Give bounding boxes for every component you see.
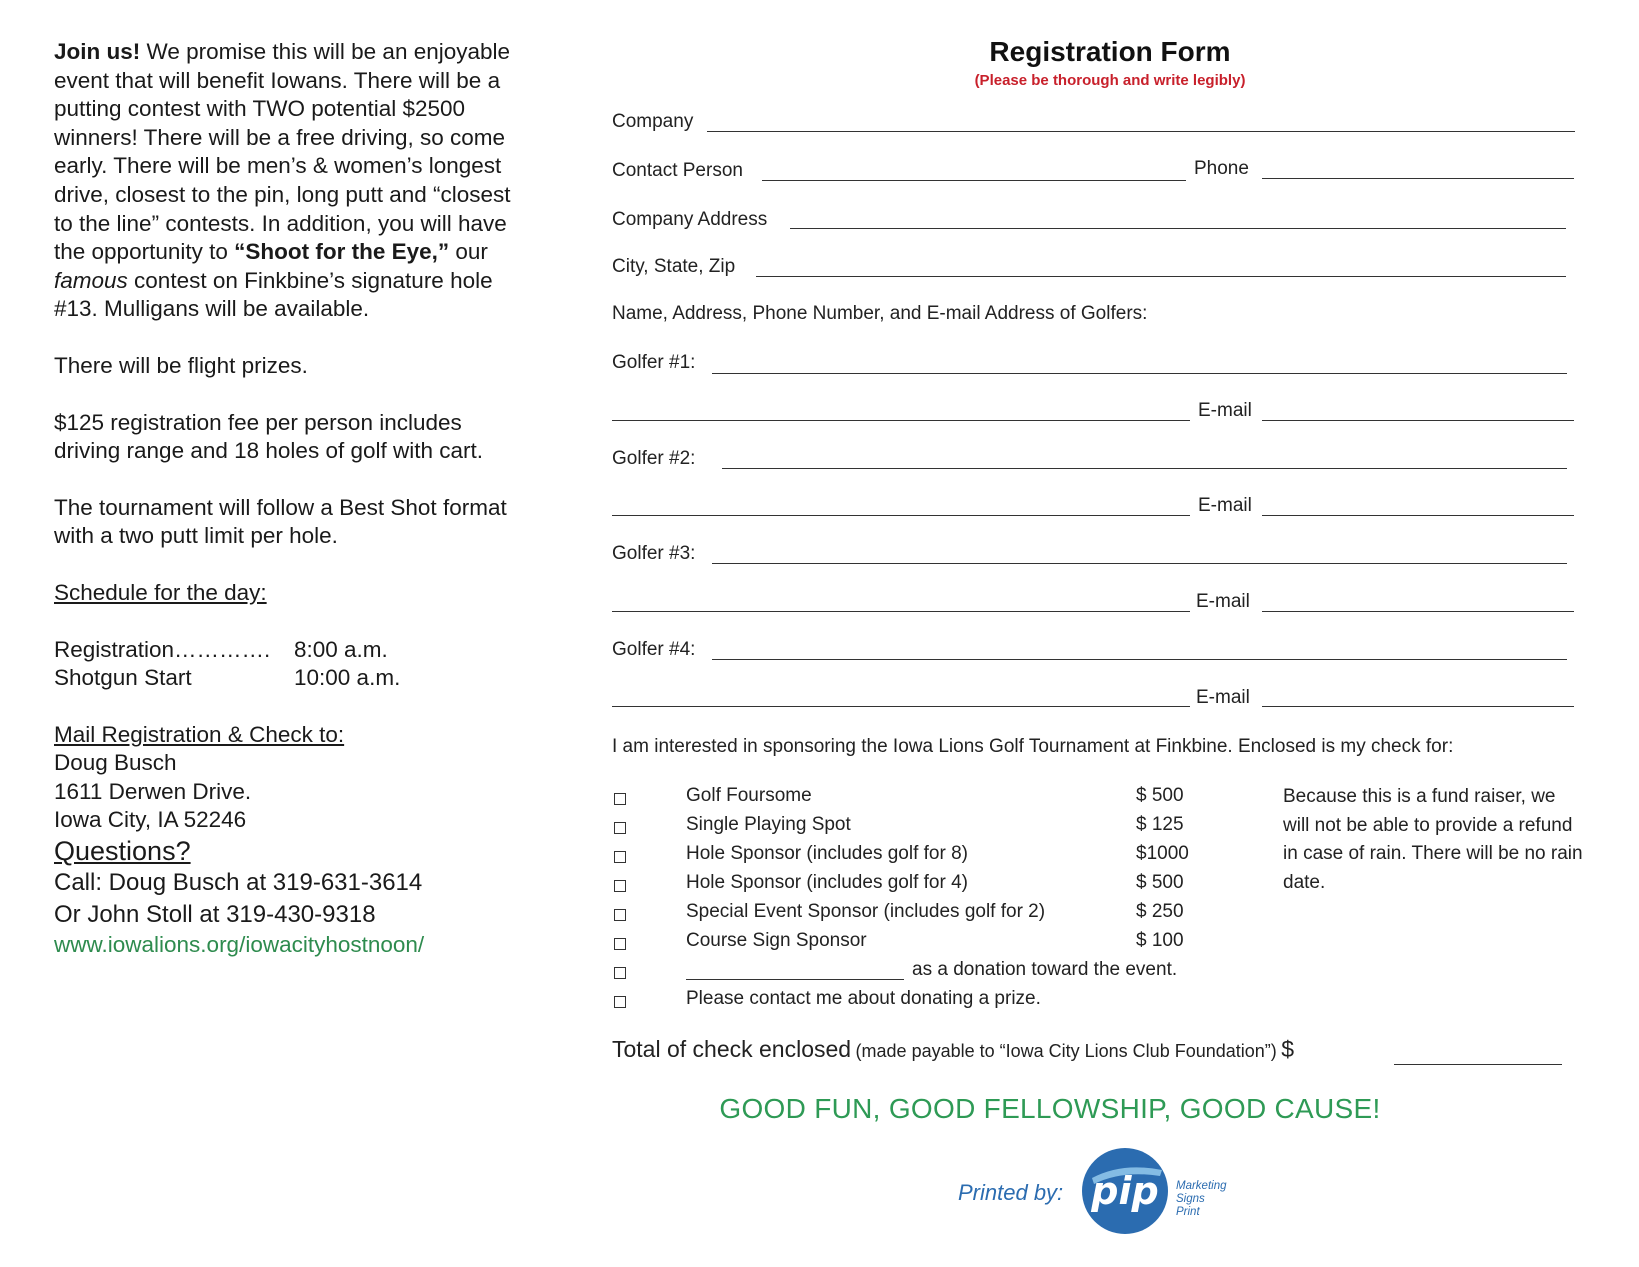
mail-city: Iowa City, IA 52246 (54, 807, 247, 833)
total-amount-field[interactable] (1394, 1064, 1562, 1065)
pip-logo-text: pip (1091, 1169, 1159, 1213)
golfer-1-email-field[interactable] (1262, 420, 1574, 421)
address-field[interactable] (790, 228, 1566, 229)
golfer-2-email-label: E-mail (1198, 495, 1252, 516)
option-label: Hole Sponsor (includes golf for 4) (686, 872, 968, 893)
golfer-3-email-field[interactable] (1262, 611, 1574, 612)
schedule-label: Registration…………. (54, 636, 271, 662)
prize-text: Please contact me about donating a prize. (686, 988, 1041, 1009)
option-amount: $ 100 (1136, 930, 1184, 951)
checkbox[interactable] (614, 880, 626, 892)
golfer-1-field[interactable] (712, 373, 1567, 374)
form-subtitle: (Please be thorough and write legibly) (974, 72, 1246, 89)
schedule-time: 8:00 a.m. (294, 636, 388, 662)
option-label: Special Event Sponsor (includes golf for 2) (686, 901, 1046, 922)
checkbox[interactable] (614, 967, 626, 979)
info-column (54, 38, 514, 960)
checkbox[interactable] (614, 909, 626, 921)
total-payable: (made payable to “Iowa City Lions Club Foundation”) (855, 1041, 1277, 1061)
contact-label: Contact Person (612, 160, 743, 181)
golfer-2-contact-field[interactable] (612, 515, 1190, 516)
checkbox[interactable] (614, 996, 626, 1008)
city-label: City, State, Zip (612, 256, 736, 277)
intro-text-3: contest on Finkbine’s signature hole #13. Mulligans will be available. (54, 267, 493, 322)
shoot-for-eye: “Shoot for the Eye,” (234, 239, 450, 265)
pip-marketing: Marketing (1176, 1180, 1227, 1192)
mail-name: Doug Busch (54, 750, 177, 776)
checkbox[interactable] (614, 822, 626, 834)
registration-fee: $125 registration fee per person includes driving range and 18 holes of golf with cart. (54, 409, 484, 464)
golfer-2-field[interactable] (722, 468, 1567, 469)
total-row (612, 1036, 1294, 1063)
golfer-3-field[interactable] (712, 563, 1567, 564)
website-link[interactable]: www.iowalions.org/iowacityhostnoon/ (54, 932, 425, 958)
option-label: Golf Foursome (686, 785, 812, 806)
schedule-row (54, 664, 514, 693)
golfer-1-contact-field[interactable] (612, 420, 1190, 421)
golfer-2-email-field[interactable] (1262, 515, 1574, 516)
golfers-heading: Name, Address, Phone Number, and E-mail Address of Golfers: (612, 303, 1148, 324)
city-field[interactable] (756, 276, 1566, 277)
famous-text: famous (54, 267, 128, 293)
form-title: Registration Form (989, 36, 1231, 67)
flight-prizes: There will be flight prizes. (54, 352, 308, 378)
checkbox[interactable] (614, 793, 626, 805)
company-field[interactable] (707, 131, 1575, 132)
pip-tagline (1176, 1180, 1227, 1219)
option-amount: $ 500 (1136, 872, 1184, 893)
option-amount: $1000 (1136, 843, 1189, 864)
donation-amount-field[interactable] (686, 979, 904, 980)
questions-call: Call: Doug Busch at 319-631-3614 (54, 869, 423, 897)
option-amount: $ 250 (1136, 901, 1184, 922)
option-amount: $ 500 (1136, 785, 1184, 806)
address-label: Company Address (612, 209, 768, 230)
golfer-4-contact-field[interactable] (612, 706, 1190, 707)
option-label: Hole Sponsor (includes golf for 8) (686, 843, 968, 864)
checkbox[interactable] (614, 851, 626, 863)
checkbox[interactable] (614, 938, 626, 950)
tournament-format: The tournament will follow a Best Shot format with a two putt limit per hole. (54, 494, 507, 549)
mail-title: Mail Registration & Check to: (54, 721, 345, 747)
mail-street: 1611 Derwen Drive. (54, 778, 252, 804)
option-amount: $ 125 (1136, 814, 1184, 835)
option-label: Single Playing Spot (686, 814, 851, 835)
total-dollar: $ (1281, 1036, 1295, 1062)
tagline: GOOD FUN, GOOD FELLOWSHIP, GOOD CAUSE! (719, 1093, 1381, 1124)
refund-note: Because this is a fund raiser, we will not be able to provide a refund in case of rain. There will be no rain date. (1283, 786, 1583, 893)
golfer-3-email-label: E-mail (1196, 591, 1250, 612)
golfer-4-email-label: E-mail (1196, 687, 1250, 708)
golfer-3-label: Golfer #3: (612, 543, 696, 564)
intro-text-2: our (449, 239, 488, 265)
pip-logo (1082, 1148, 1168, 1234)
total-label: Total of check enclosed (612, 1036, 852, 1062)
intro-paragraph (54, 38, 514, 324)
golfer-1-label: Golfer #1: (612, 352, 696, 373)
golfer-3-contact-field[interactable] (612, 611, 1190, 612)
schedule-time: 10:00 a.m. (294, 665, 401, 691)
schedule-title: Schedule for the day: (54, 579, 267, 605)
printed-by: Printed by: (958, 1180, 1064, 1205)
golfer-4-field[interactable] (712, 659, 1567, 660)
questions-call-alt: Or John Stoll at 319-430-9318 (54, 901, 376, 929)
questions-title: Questions? (54, 836, 191, 867)
intro-text: We promise this will be an enjoyable event that will benefit Iowans. There will be a putting contest with TWO potential $2500 winners! There will be a free driving, so come early. There will be men’s & women’s longest drive, closest to the pin, long putt and “closest to the line” contests. In addition, you will have the opportunity to (54, 39, 511, 265)
golfer-1-email-label: E-mail (1198, 400, 1252, 421)
sponsor-intro: I am interested in sponsoring the Iowa Lions Golf Tournament at Finkbine. Enclosed is my check for: (612, 736, 1454, 757)
donation-text: as a donation toward the event. (912, 959, 1178, 980)
pip-signs: Signs (1176, 1193, 1205, 1205)
golfer-4-label: Golfer #4: (612, 639, 696, 660)
contact-field[interactable] (762, 180, 1186, 181)
intro-bold: Join us! (54, 39, 141, 64)
schedule-row (54, 636, 514, 665)
golfer-2-label: Golfer #2: (612, 448, 696, 469)
company-label: Company (612, 111, 694, 132)
schedule-label: Shotgun Start (54, 665, 192, 691)
option-label: Course Sign Sponsor (686, 930, 867, 951)
phone-label: Phone (1194, 158, 1249, 179)
golfer-4-email-field[interactable] (1262, 706, 1574, 707)
phone-field[interactable] (1262, 178, 1574, 179)
pip-print: Print (1176, 1206, 1200, 1218)
